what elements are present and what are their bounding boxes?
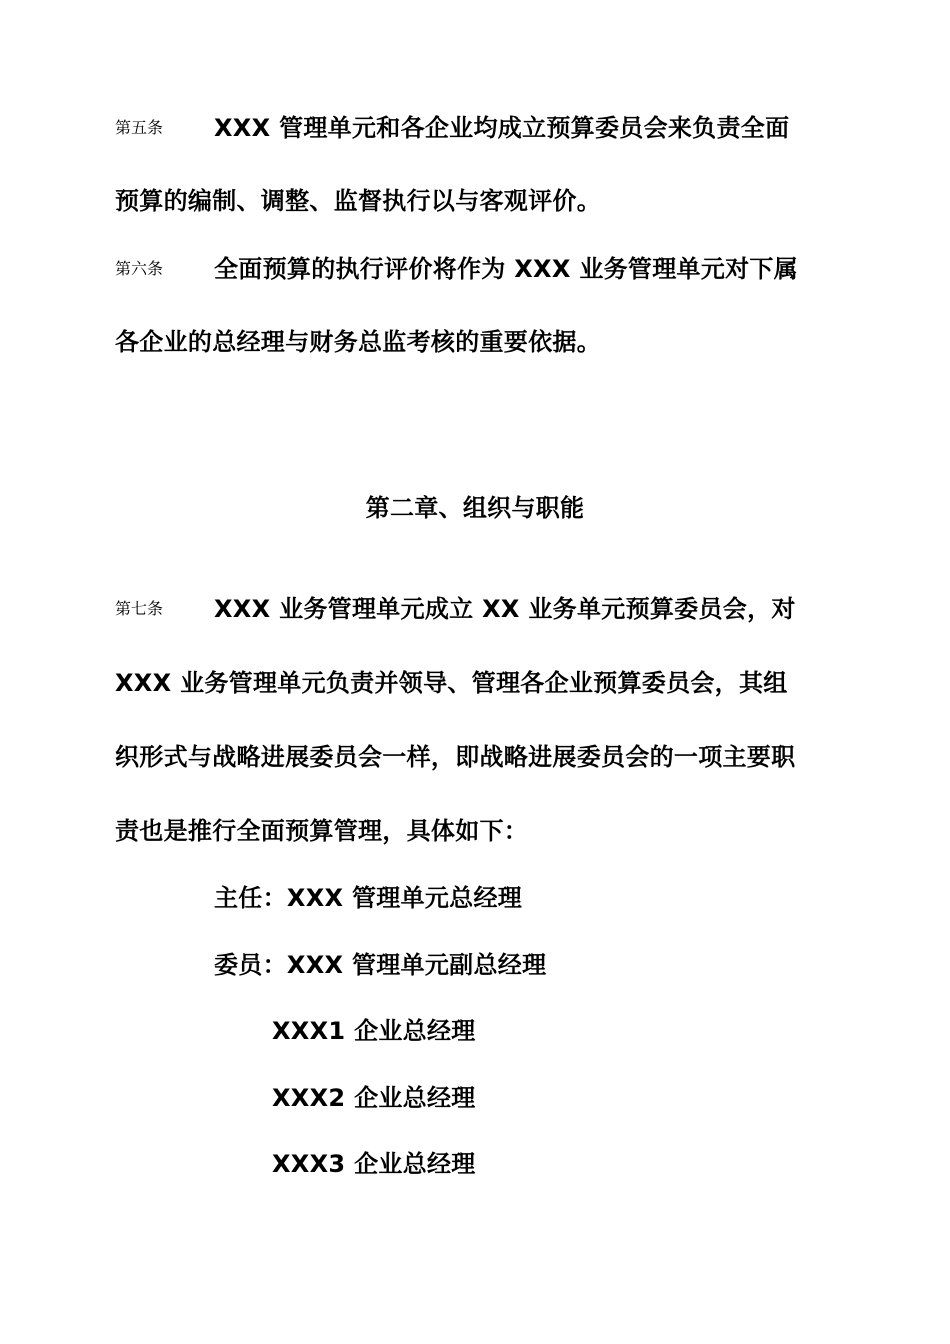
article-7-line-2: XXX 业务管理单元负责并领导、管理各企业预算委员会，其组 xyxy=(115,669,788,697)
committee-member-2: XXX2 企业总经理 xyxy=(272,1084,476,1112)
article-5-line-2: 预算的编制、调整、监督执行以与客观评价。 xyxy=(115,187,601,215)
committee-member-3: XXX3 企业总经理 xyxy=(272,1150,476,1178)
article-6-number: 第六条 xyxy=(115,259,164,278)
committee-member-1: XXX1 企业总经理 xyxy=(272,1017,476,1045)
article-5-number: 第五条 xyxy=(115,118,164,137)
article-7-line-4: 责也是推行全面预算管理，具体如下： xyxy=(115,817,529,845)
committee-member-title: 委员：XXX 管理单元副总经理 xyxy=(214,951,547,979)
article-5-text-1: XXX 管理单元和各企业均成立预算委员会来负责全面 xyxy=(214,114,790,142)
chapter-title: 第二章、组织与职能 xyxy=(365,494,585,522)
article-7-line-3: 织形式与战略进展委员会一样，即战略进展委员会的一项主要职 xyxy=(115,743,796,771)
article-6-text-1: 全面预算的执行评价将作为 XXX 业务管理单元对下属 xyxy=(214,255,799,283)
article-7-text-1: XXX 业务管理单元成立 XX 业务单元预算委员会，对 xyxy=(214,595,796,623)
committee-chair: 主任：XXX 管理单元总经理 xyxy=(214,884,523,912)
article-7-number: 第七条 xyxy=(115,599,164,618)
article-6-line-2: 各企业的总经理与财务总监考核的重要依据。 xyxy=(115,328,601,356)
